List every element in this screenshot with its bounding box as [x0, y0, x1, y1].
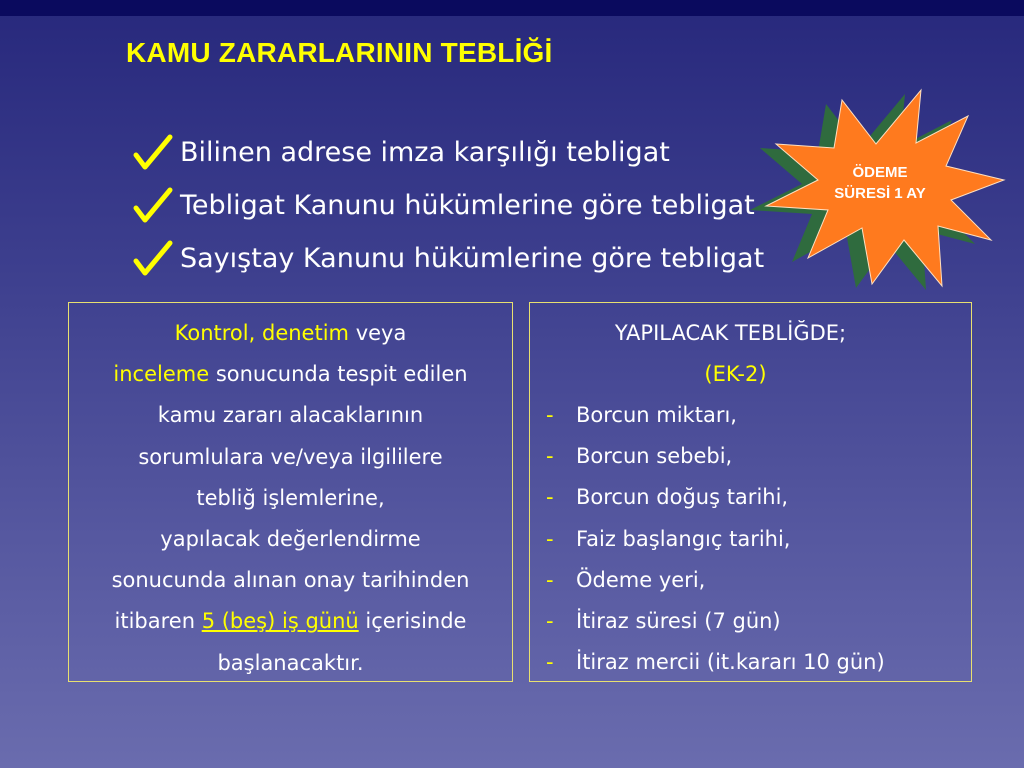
- veya-text: veya: [349, 321, 407, 345]
- left-line-5: tebliğ işlemlerine,: [196, 485, 385, 510]
- list-item: [546, 477, 971, 518]
- dash-bullet: -: [546, 403, 554, 427]
- bullet-text: Sayıştay Kanunu hükümlerine göre tebligat: [180, 243, 765, 274]
- requirement-list: [530, 395, 971, 683]
- inceleme-text: inceleme: [113, 362, 210, 387]
- right-text-box: [529, 302, 972, 682]
- bullet-text: Bilinen adrese imza karşılığı tebligat: [180, 137, 670, 168]
- comma-text: ,: [248, 321, 256, 345]
- list-item: [546, 642, 971, 683]
- left-line-2-rest: sonucunda tespit edilen: [209, 362, 468, 387]
- top-bar: [0, 0, 1024, 16]
- left-line-6: yapılacak değerlendirme: [160, 527, 421, 552]
- dash-bullet: -: [546, 609, 554, 634]
- dash-bullet: -: [546, 485, 554, 510]
- list-item: [546, 395, 971, 436]
- itibaren-text: itibaren: [114, 609, 202, 634]
- starburst-line-1: ÖDEME: [852, 164, 908, 181]
- bullet-text: Tebligat Kanunu hükümlerine göre tebligat: [180, 190, 755, 221]
- left-line-7: sonucunda alınan onay tarihinden: [111, 568, 470, 593]
- list-item-text: Ödeme yeri,: [576, 567, 706, 592]
- starburst-line-2: SÜRESİ 1 AY: [834, 185, 926, 202]
- left-line-9: başlanacaktır.: [217, 650, 364, 675]
- checkmark-icon: [130, 133, 180, 173]
- list-item-text: İtiraz mercii (it.kararı 10 gün): [576, 650, 885, 675]
- left-line-8: [77, 601, 504, 642]
- list-item-text: Borcun sebebi,: [576, 444, 733, 469]
- slide-title: KAMU ZARARLARININ TEBLİĞİ: [126, 37, 553, 68]
- left-line-2: [77, 354, 504, 395]
- list-item: [546, 560, 971, 601]
- starburst-label: [820, 162, 940, 204]
- checkmark-icon: [130, 239, 180, 279]
- bullet-item: [130, 126, 764, 179]
- list-item-text: Borcun miktarı,: [576, 403, 737, 427]
- checkmark-icon: [130, 186, 180, 226]
- bullet-item: [130, 232, 764, 285]
- period-text: 5 (beş) iş günü: [201, 609, 359, 634]
- bullet-list: [130, 126, 764, 285]
- left-line-1: [77, 313, 504, 354]
- dash-bullet: -: [546, 650, 554, 675]
- kontrol-text: Kontrol: [174, 321, 249, 345]
- list-item: [546, 519, 971, 560]
- dash-bullet: -: [546, 567, 554, 592]
- left-line-3: kamu zararı alacaklarının: [157, 403, 424, 428]
- dash-bullet: -: [546, 444, 554, 469]
- icerisinde-text: içerisinde: [358, 609, 467, 634]
- right-heading: YAPILACAK TEBLİĞDE;: [614, 321, 847, 345]
- bullet-item: [130, 179, 764, 232]
- list-item: [546, 601, 971, 642]
- annex-label: (EK-2): [704, 362, 767, 386]
- left-text-box: [68, 302, 513, 682]
- dash-bullet: -: [546, 526, 554, 551]
- list-item-text: Faiz başlangıç tarihi,: [576, 526, 791, 551]
- list-item-text: Borcun doğuş tarihi,: [576, 485, 789, 510]
- denetim-text: denetim: [262, 321, 350, 345]
- left-line-4: sorumlulara ve/veya ilgililere: [138, 444, 443, 469]
- list-item: [546, 436, 971, 477]
- list-item-text: İtiraz süresi (7 gün): [576, 609, 781, 634]
